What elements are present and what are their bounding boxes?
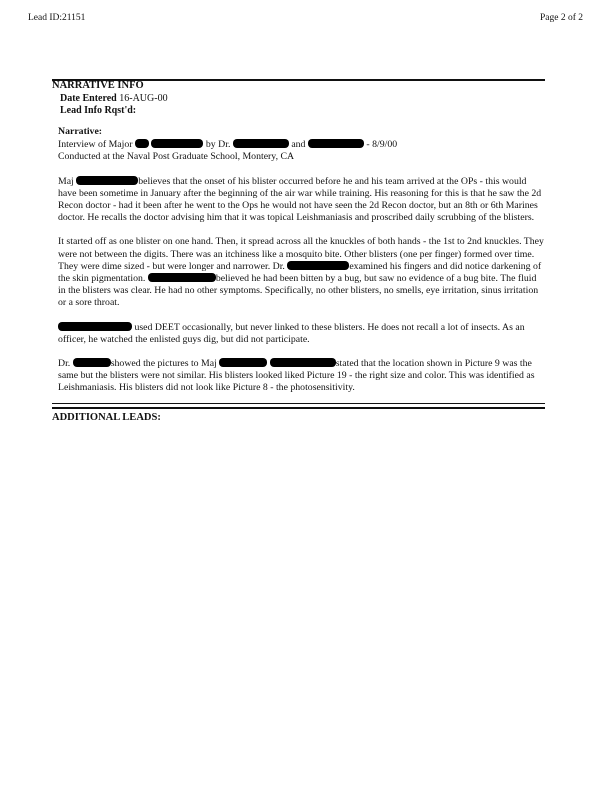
paragraph-4 xyxy=(58,358,546,395)
narrative-info-title: NARRATIVE INFO xyxy=(52,80,144,91)
lead-info-label: Lead Info Rqst'd: xyxy=(60,105,137,116)
paragraph-3 xyxy=(58,322,546,346)
redaction xyxy=(151,139,203,148)
p2-text-a: It started off as one blister on one hand. Then, it spread across all the knuckles of both hands - the 1st to 2nd knuckles. They were not between the digits. There was an itchiness like a mosquito bite. Other blisters (one per finger) formed over time. They were dime sized - but were longer and narrower. Dr. xyxy=(58,236,544,272)
location-line: Conducted at the Naval Post Graduate School, Montery, CA xyxy=(58,151,295,163)
narrative-body xyxy=(58,126,546,407)
narrative-label: Narrative: xyxy=(58,126,103,137)
p4-text-a: Dr. xyxy=(58,358,71,370)
redaction xyxy=(58,322,132,331)
p4-text-b: showed the pictures to Maj xyxy=(110,358,217,370)
redaction xyxy=(233,139,289,148)
redaction xyxy=(270,358,336,367)
p4-text-c: stated that the location shown in Picture 9 was the same but the blisters were not similar. His blisters looked liked Picture 19 - the right size and color. This was identified as Leishmaniasis. His blisters did not look like Picture 8 - the photosensitivity. xyxy=(58,358,535,394)
redaction xyxy=(148,273,216,282)
interview-text-a: Interview of Major xyxy=(58,139,133,151)
redaction xyxy=(219,358,267,367)
interview-text-c: and xyxy=(291,139,306,151)
page-number: Page 2 of 2 xyxy=(539,13,583,23)
date-entered-field xyxy=(60,93,168,104)
p1-text-a: Maj xyxy=(58,175,74,187)
p2-text-c: believed he had been bitten by a bug, but saw no evidence of a bug bite. The fluid in the blisters was clear. He had no other symptoms. Specifically, no other blisters, no smells, eye irritation, sinus irritation or a sore throat. xyxy=(58,273,539,309)
date-entered-value: 16-AUG-00 xyxy=(119,93,168,104)
interview-text-b: by Dr. xyxy=(205,139,231,151)
interview-date: - 8/9/00 xyxy=(366,139,398,151)
additional-leads-title: ADDITIONAL LEADS: xyxy=(52,412,161,423)
p3-text-a: used DEET occasionally, but never linked to these blisters. He does not recall a lot of insects. As an officer, he watched the enlisted guys dig, but did not participate. xyxy=(58,321,525,345)
section-rule-2 xyxy=(52,407,545,409)
redaction xyxy=(76,176,138,185)
p2-text-b: examined his fingers and did notice darkening of the skin pigmentation. xyxy=(58,260,542,285)
redaction xyxy=(308,139,364,148)
p1-text-b: believes that the onset of his blister occurred before he and his team arrived at the OPs - this would have been sometime in January after the beginning of the air war while training. His reasoning for this is that he saw the 2d Recon doctor - had it been after he went to the Ops he would not have seen the 2d Recon doctor, but an 8th or 6th Marines doctor. He recalls the doctor advising him that it was topical Leishmaniasis and proscribed daily scrubbing of the blisters. xyxy=(58,175,542,224)
paragraph-1 xyxy=(58,176,546,225)
date-entered-label: Date Entered xyxy=(60,93,117,104)
lead-id: Lead ID:21151 xyxy=(28,13,86,23)
interview-line xyxy=(58,139,546,151)
redaction xyxy=(73,358,111,367)
paragraph-2 xyxy=(58,236,546,309)
redaction xyxy=(287,261,349,270)
lead-info-field xyxy=(60,105,136,116)
redaction xyxy=(135,139,149,148)
section-rule-1 xyxy=(52,403,545,404)
